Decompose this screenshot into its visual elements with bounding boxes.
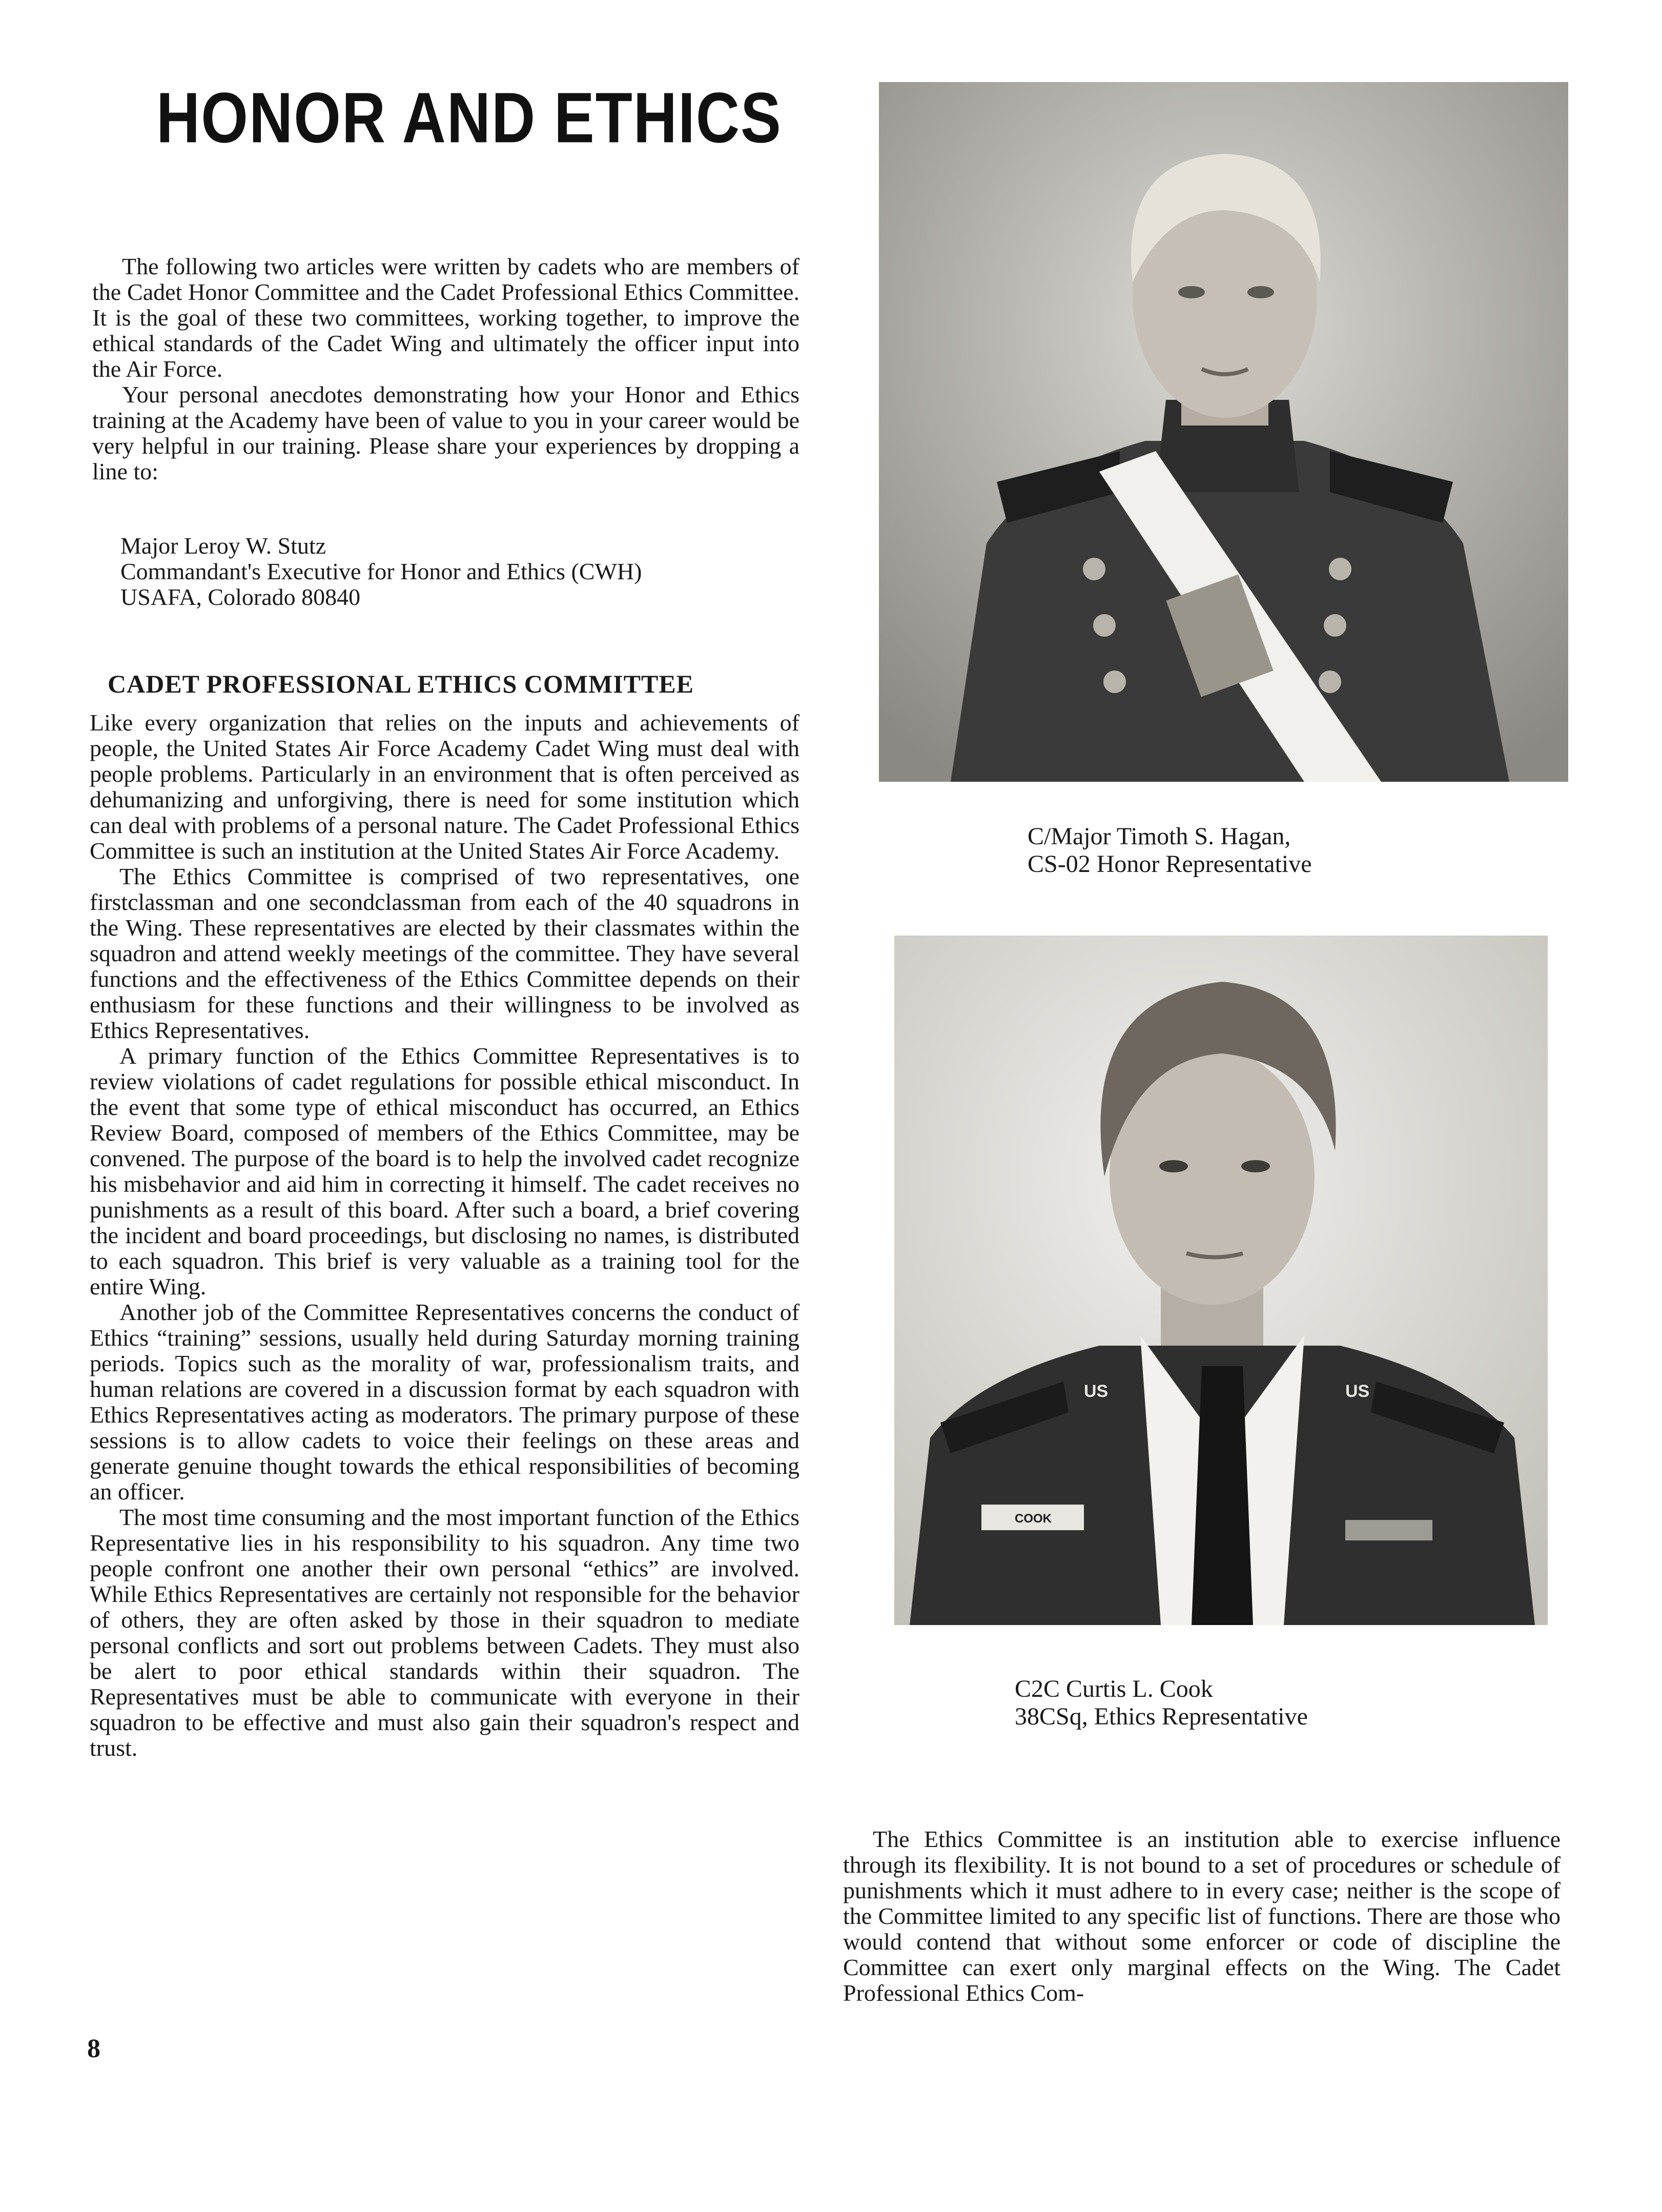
caption-role: 38CSq, Ethics Representative [1015, 1703, 1308, 1730]
article-paragraph: The most time consuming and the most important function of the Ethics Representative lies in his responsibility to his squadron. Any time two people confront one another their own personal “ethics” are involved. While Ethics Representatives are certainly not responsible for the behavior of others, they are often asked by those in their squadron to mediate personal conflicts and sort out problems between Cadets. They must also be alert to poor ethical standards within their squadron. The Representatives must be able to communicate with everyone in their squadron to be effective and must also gain their squadron's respect and trust. [90, 1504, 799, 1761]
intro-text [92, 254, 799, 484]
photo-caption-hagan [1028, 823, 1312, 878]
article-paragraph: The Ethics Committee is comprised of two representatives, one firstclassman and one secondclassman from each of the 40 squadrons in the Wing. These representatives are elected by their classmates within the squadron and attend weekly meetings of the committee. They have several functions and the effectiveness of the Ethics Committee depends on their enthusiasm for these functions and their willingness to be involved as Ethics Representatives. [90, 863, 799, 1043]
article-left-column [90, 710, 799, 1761]
portrait-photo-hagan [879, 82, 1568, 782]
intro-paragraph: The following two articles were written by cadets who are members of the Cadet Honor Committee and the Cadet Professional Ethics Committee. It is the goal of these two committees, working together, to improve the ethical standards of the Cadet Wing and ultimately the officer input into the Air Force. [92, 253, 799, 382]
page-title: HONOR AND ETHICS [156, 78, 782, 158]
address-name: Major Leroy W. Stutz [120, 533, 326, 559]
intro-paragraph: Your personal anecdotes demonstrating how your Honor and Ethics training at the Academy have been of value to you in your career would be very helpful in our training. Please share your experiences by dropping a line to: [92, 381, 799, 484]
address-location: USAFA, Colorado 80840 [120, 584, 361, 610]
photo-caption-cook [1015, 1675, 1308, 1731]
caption-name: C/Major Timoth S. Hagan, [1028, 823, 1291, 850]
article-paragraph: The Ethics Committee is an institution able to exercise influence through its flexibility. It is not bound to a set of procedures or schedule of punishments which it must adhere to in every case; neither is the scope of the Committee limited to any specific list of functions. There are those who would contend that without some enforcer or code of discipline the Committee can exert only marginal effects on the Wing. The Cadet Professional Ethics Com- [843, 1826, 1561, 2006]
article-paragraph: A primary function of the Ethics Committee Representatives is to review violations of cadet regulations for possible ethical misconduct. In the event that some type of ethical misconduct has occurred, an Ethics Review Board, composed of members of the Ethics Committee, may be convened. The purpose of the board is to help the involved cadet recognize his misbehavior and aid him in correcting it himself. The cadet receives no punishments as a result of this board. After such a board, a brief covering the incident and board proceedings, but disclosing no names, is distributed to each squadron. This brief is very valuable as a training tool for the entire Wing. [90, 1043, 799, 1300]
article-paragraph: Another job of the Committee Representatives concerns the conduct of Ethics “training” sessions, usually held during Saturday morning training periods. Topics such as the morality of war, professionalism traits, and human relations are covered in a discussion format by each squadron with Ethics Representatives acting as moderators. The primary purpose of these sessions is to allow cadets to voice their feelings on these areas and generate genuine thought towards the ethical responsibilities of becoming an officer. [90, 1299, 799, 1505]
article-paragraph: Like every organization that relies on the inputs and achievements of people, the United States Air Force Academy Cadet Wing must deal with people problems. Particularly in an environment that is often perceived as dehumanizing and unforgiving, there is need for some institution which can deal with problems of a personal nature. The Cadet Professional Ethics Committee is such an institution at the United States Air Force Academy. [90, 709, 799, 864]
address-office: Commandant's Executive for Honor and Ethics (CWH) [120, 558, 642, 584]
article-right-column [843, 1827, 1561, 2006]
page-number: 8 [87, 2034, 100, 2063]
shoulder-insignia-right: US [1345, 1382, 1370, 1401]
caption-name: C2C Curtis L. Cook [1015, 1675, 1213, 1702]
section-heading: CADET PROFESSIONAL ETHICS COMMITTEE [108, 669, 694, 698]
portrait-photo-cook [894, 936, 1548, 1625]
mailing-address [120, 533, 812, 610]
name-tag: COOK [1015, 1512, 1052, 1526]
shoulder-insignia-left: US [1084, 1382, 1109, 1401]
caption-role: CS-02 Honor Representative [1028, 850, 1312, 878]
